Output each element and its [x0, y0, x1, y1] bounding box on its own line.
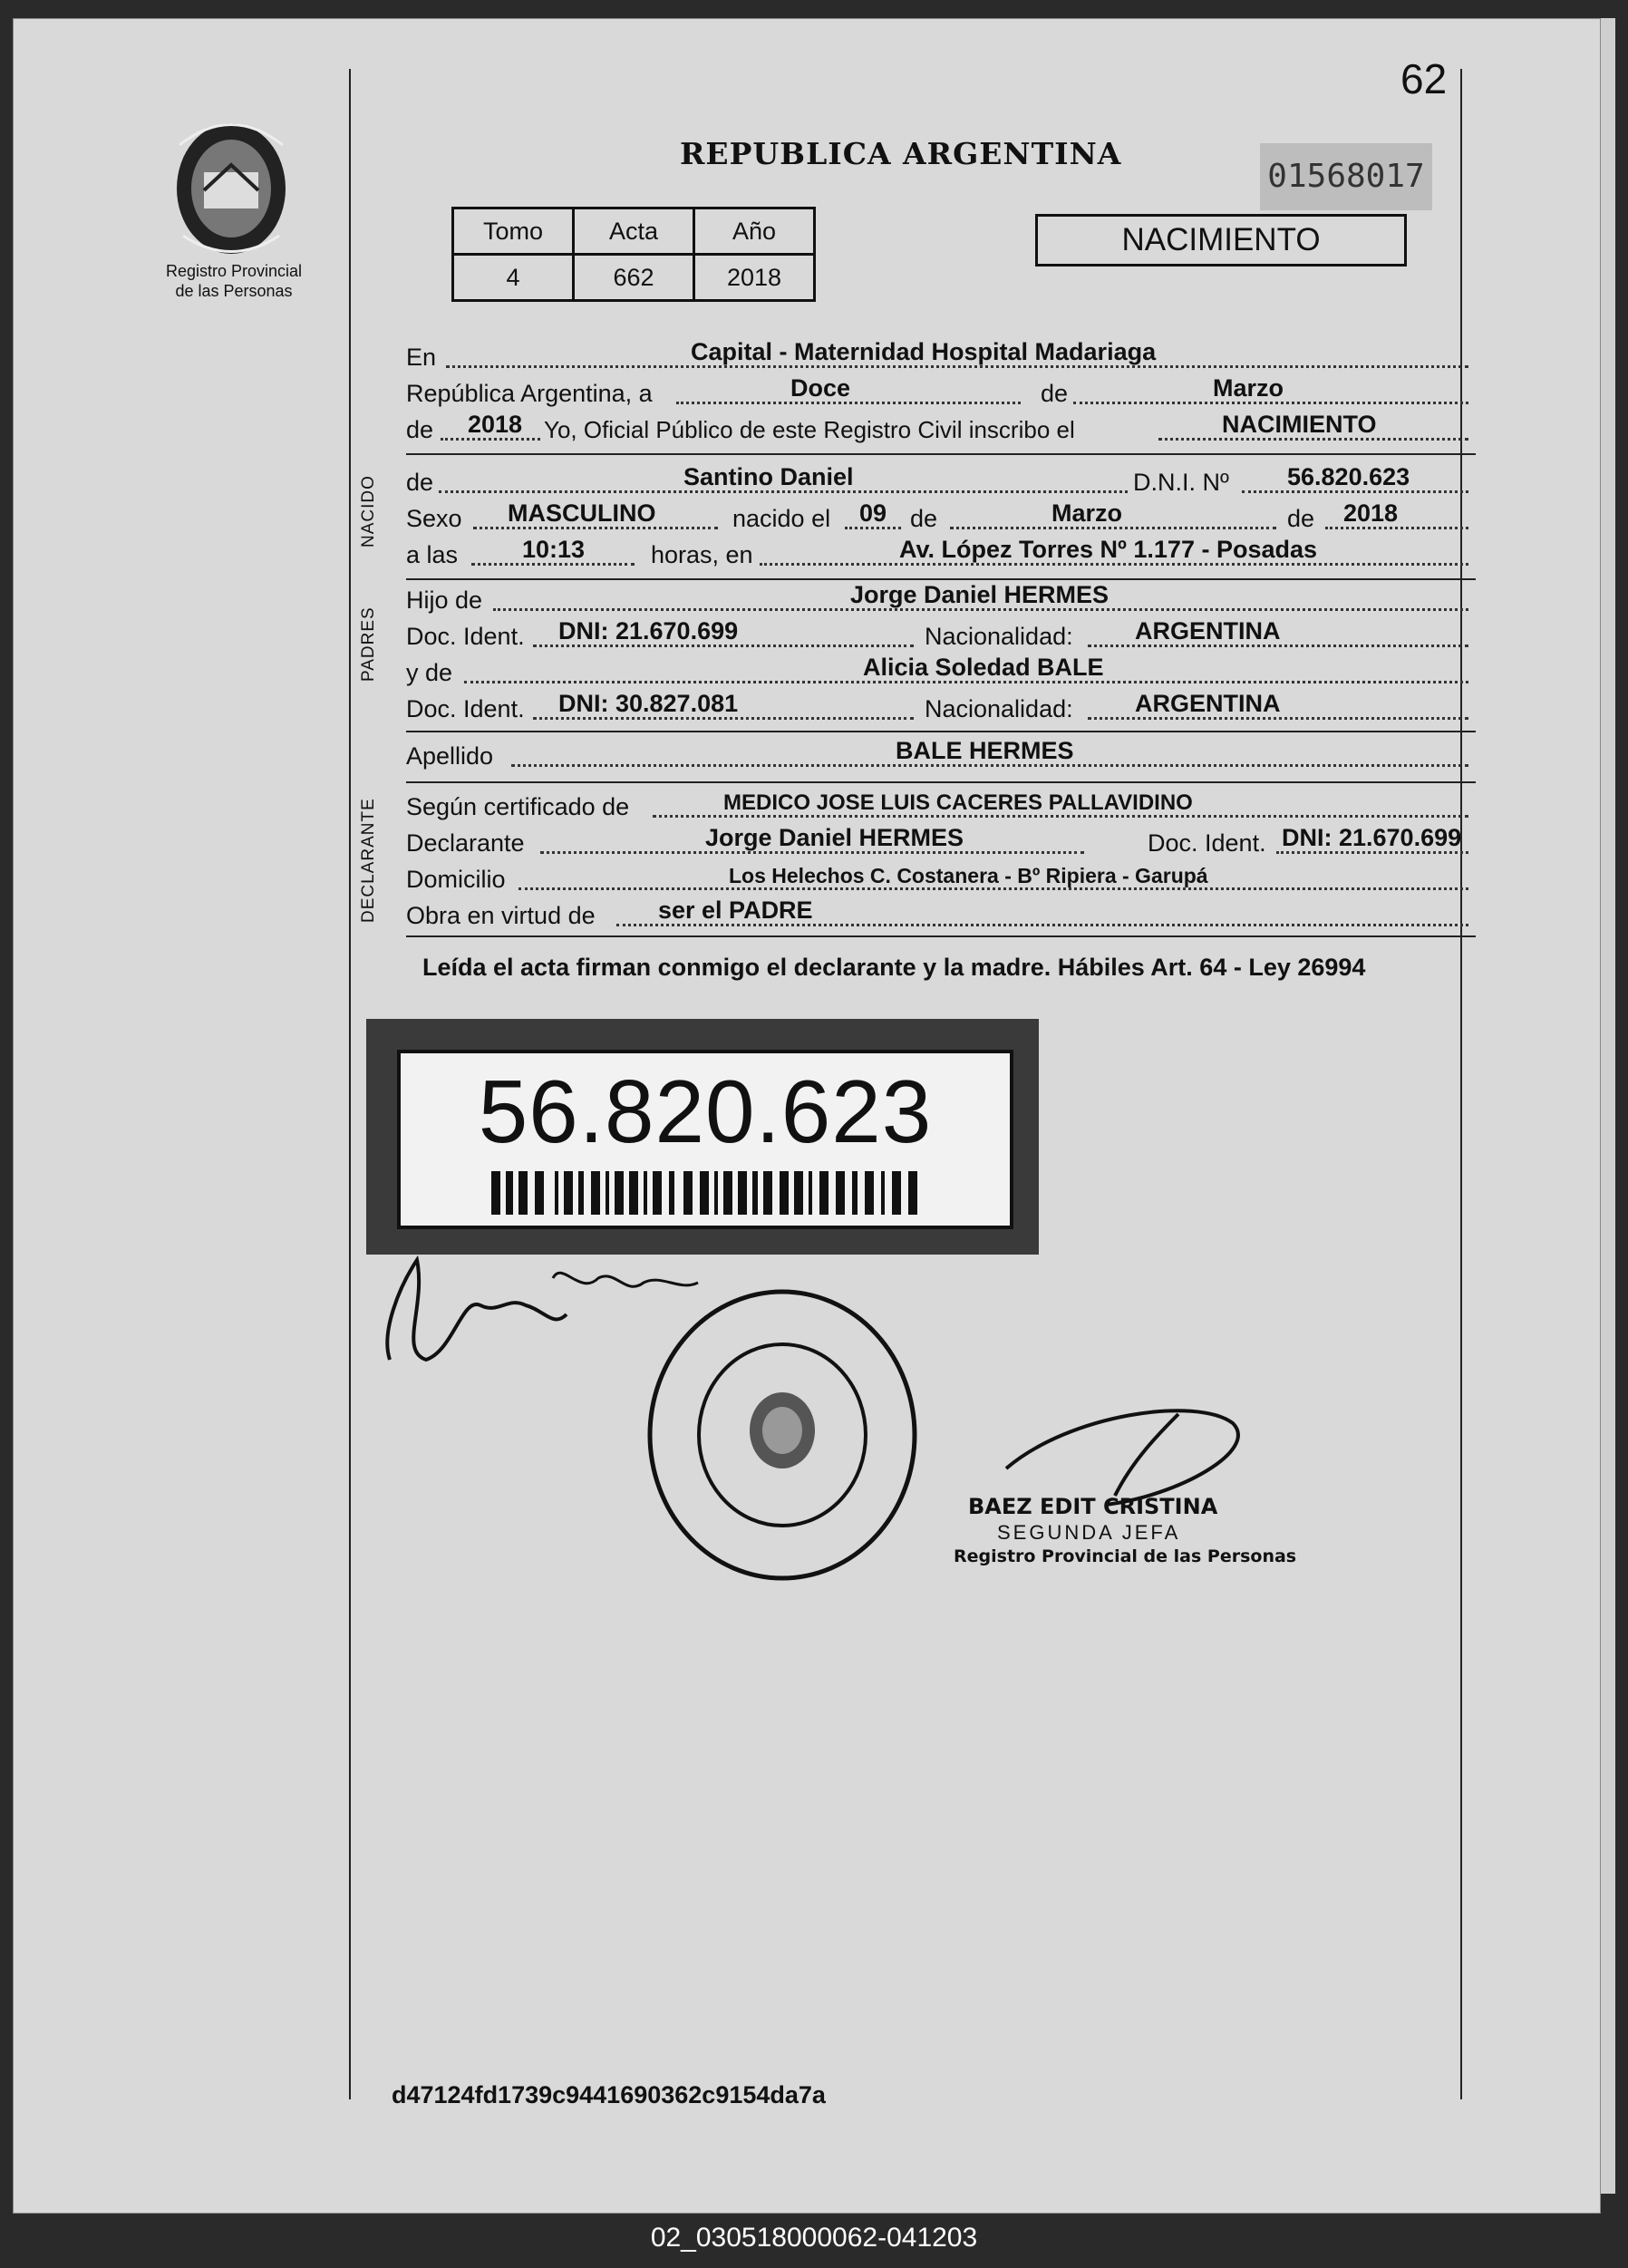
page-number: 62 [1400, 55, 1448, 102]
hour-value: 10:13 [522, 536, 586, 563]
row-apellido: Apellido BALE HERMES [406, 736, 1468, 772]
row-padre: Hijo de Jorge Daniel HERMES [406, 580, 1468, 616]
row-doc-padre: Doc. Ident. DNI: 21.670.699 Nacionalidad: ARGENTINA [406, 616, 1468, 653]
row-doc-madre: Doc. Ident. DNI: 30.827.081 Nacionalidad: ARGENTINA [406, 689, 1468, 725]
row-inscripcion: de 2018 Yo, Oficial Público de este Registro Civil inscribo el NACIMIENTO [406, 410, 1468, 446]
mother-doc-value: DNI: 30.827.081 [558, 690, 739, 717]
father-name-value: Jorge Daniel HERMES [850, 581, 1110, 608]
registry-table [451, 207, 816, 302]
official-office: Registro Provincial de las Personas [954, 1546, 1297, 1566]
divider [406, 453, 1476, 455]
place-value: Capital - Maternidad Hospital Madariaga [691, 338, 1157, 365]
left-margin-line [349, 69, 351, 2099]
row-sexo: Sexo MASCULINO nacido el 09 de Marzo de 2018 [406, 499, 1468, 535]
official-stamp [642, 1285, 923, 1585]
row-madre: y de Alicia Soledad BALE [406, 653, 1468, 689]
tomo-value: 4 [453, 255, 574, 301]
address-value: Los Helechos C. Costanera - Bº Ripiera - Garupá [729, 864, 1208, 887]
anio-value: 2018 [694, 255, 815, 301]
row-fecha: República Argentina, a Doce de Marzo [406, 373, 1468, 410]
serial-number: 01568017 [1260, 143, 1432, 210]
closing-statement: Leída el acta firman conmigo el declarante y la madre. Hábiles Art. 64 - Ley 26994 [422, 954, 1366, 981]
row-declarante: Declarante Jorge Daniel HERMES Doc. Ident. DNI: 21.670.699 [406, 823, 1468, 859]
dni-value: 56.820.623 [1287, 463, 1410, 490]
country-title: REPUBLICA ARGENTINA [680, 136, 1122, 171]
year-value: 2018 [468, 411, 523, 438]
obra-value: ser el PADRE [658, 897, 813, 924]
acta-header: Acta [574, 208, 694, 255]
document-hash: d47124fd1739c9441690362c9154da7a [392, 2081, 826, 2108]
row-nombre: de Santino Daniel D.N.I. Nº 56.820.623 [406, 462, 1468, 499]
acta-value: 662 [574, 255, 694, 301]
divider [406, 731, 1476, 732]
row-certificado: Según certificado de MEDICO JOSE LUIS CACERES PALLAVIDINO [406, 787, 1468, 823]
name-value: Santino Daniel [683, 463, 854, 490]
dni-barcode-sticker [366, 1019, 1039, 1255]
divider [406, 935, 1476, 937]
birth-month-value: Marzo [1051, 499, 1123, 527]
row-obra: Obra en virtud de ser el PADRE [406, 896, 1468, 932]
mother-name-value: Alicia Soledad BALE [863, 654, 1104, 681]
certificate-value: MEDICO JOSE LUIS CACERES PALLAVIDINO [723, 790, 1193, 815]
declarant-name-value: Jorge Daniel HERMES [705, 824, 964, 851]
logo-caption: Registro Provincial de las Personas [165, 262, 303, 300]
father-nationality-value: ARGENTINA [1135, 617, 1281, 645]
tomo-header: Tomo [453, 208, 574, 255]
row-hora: a las 10:13 horas, en Av. López Torres Nº 1.177 - Posadas [406, 535, 1468, 571]
sex-value: MASCULINO [508, 499, 656, 527]
inscribo-value: NACIMIENTO [1222, 411, 1377, 438]
official-name: BAEZ EDIT CRISTINA [968, 1494, 1218, 1519]
row-domicilio: Domicilio Los Helechos C. Costanera - Bº Ripiera - Garupá [406, 859, 1468, 896]
day-value: Doce [790, 374, 851, 402]
month-value: Marzo [1213, 374, 1284, 402]
barcode-number: 56.820.623 [478, 1061, 933, 1161]
official-role: SEGUNDA JEFA [997, 1521, 1181, 1544]
birth-place-value: Av. López Torres Nº 1.177 - Posadas [899, 536, 1318, 563]
mother-nationality-value: ARGENTINA [1135, 690, 1281, 717]
divider [406, 781, 1476, 783]
footer-code: 02_030518000062-041203 [650, 2223, 978, 2253]
act-type-box: NACIMIENTO [1035, 214, 1407, 267]
section-padres: PADRES [359, 606, 378, 682]
birth-year-value: 2018 [1343, 499, 1399, 527]
section-declarante: DECLARANTE [359, 798, 378, 923]
section-nacido: NACIDO [359, 475, 378, 548]
anio-header: Año [694, 208, 815, 255]
declarant-doc-value: DNI: 21.670.699 [1282, 824, 1462, 851]
surname-value: BALE HERMES [896, 737, 1074, 764]
province-logo [163, 109, 299, 263]
birth-day-value: 09 [859, 499, 887, 527]
row-en: En Capital - Maternidad Hospital Madariaga [406, 337, 1468, 373]
barcode-icon [491, 1171, 919, 1215]
father-doc-value: DNI: 21.670.699 [558, 617, 739, 645]
